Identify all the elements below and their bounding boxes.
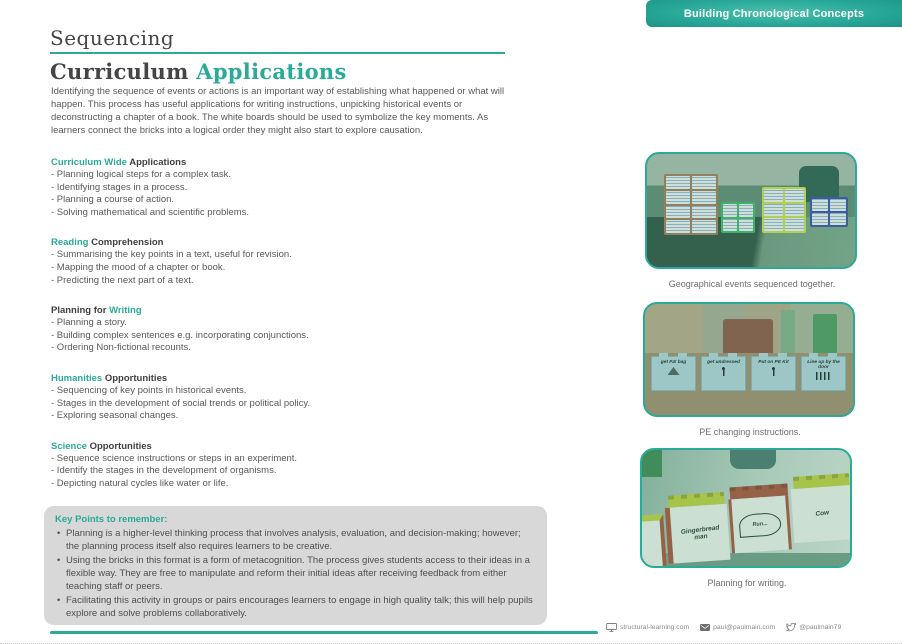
list-item: - Mapping the mood of a chapter or book. <box>51 261 226 273</box>
figure-caption: PE changing instructions. <box>699 427 801 437</box>
list-item: - Stages in the development of social trends or political policy. <box>51 397 311 409</box>
section-writing <box>51 304 521 355</box>
figure-pe-instructions <box>643 302 857 437</box>
brown-brick-shape <box>723 319 773 353</box>
whiteboard-brick <box>791 485 852 543</box>
brick-stack-brown <box>664 174 718 235</box>
brick-stack-blue <box>810 197 848 227</box>
brick-stack-yellow <box>762 187 806 233</box>
key-point: • Facilitating this activity in groups or pairs encourages learners to engage in high quality talk; this will help pupils explore and solve problems collaboratively. <box>55 594 533 620</box>
whiteboard-brick <box>701 356 746 391</box>
page-subtitle <box>50 59 347 84</box>
list-item: - Building complex sentences e.g. incorporating conjunctions. <box>51 329 309 341</box>
footer-website[interactable] <box>606 623 689 632</box>
key-point: • Planning is a higher-level thinking process that involves analysis, evaluation, and decision-making; however; the planning process itself also requires learners to be creative. <box>55 527 533 553</box>
green-brick-shape <box>813 314 837 353</box>
section-heading-dark: Opportunities <box>89 440 152 452</box>
whiteboard-brick <box>801 356 846 391</box>
footer-website-label: structural-learning.com <box>620 624 690 631</box>
figure-caption: Planning for writing. <box>707 578 787 588</box>
figure-geographical-events <box>645 152 859 289</box>
list-item: - Exploring seasonal changes. <box>51 410 179 422</box>
section-reading <box>51 236 521 287</box>
title-rule <box>50 52 505 54</box>
subtitle-dark: Curriculum <box>50 59 197 84</box>
green-strip-shape <box>781 310 795 353</box>
photo-pe-instructions <box>643 302 855 417</box>
photo-geographical-events <box>645 152 857 269</box>
photo-planning-writing <box>640 448 852 568</box>
key-point: • Using the bricks in this format is a form of metacognition. The process gives students access to their ideas in a flexible way. They are free to manipulate and reform their initial ideas after receiving feedback from either teaching staff or peers. <box>55 554 533 593</box>
section-curriculum-wide <box>51 156 521 219</box>
twitter-icon <box>786 623 796 632</box>
footer-email[interactable] <box>700 624 775 631</box>
monitor-icon <box>606 623 617 632</box>
list-item: - Planning logical steps for a complex task. <box>51 169 232 180</box>
brick-row <box>640 470 852 568</box>
list-item: - Identify the stages in the development of organisms. <box>51 465 277 477</box>
section-science <box>51 440 521 491</box>
whiteboard-brick <box>728 495 792 553</box>
brick-label: Put on PE Kit <box>758 360 789 365</box>
bag-doodle <box>668 367 680 375</box>
section-heading-dark: Planning for <box>51 305 110 317</box>
queue-doodle <box>816 372 831 380</box>
brick-label: Cow <box>815 509 830 518</box>
intro-paragraph: Identifying the sequence of events or actions is an important way of establishing what happened or what will happen. This process has useful applications for writing instructions, unpicking historical events or deconstructing a chapter of a book. The white boards should be used to symbolize the key moments. As learners connect the bricks into a logical order they might also start to explore causation. <box>51 86 505 136</box>
curriculum-sections <box>51 156 521 508</box>
section-heading-dark: Comprehension <box>91 237 164 249</box>
section-heading <box>51 440 521 453</box>
section-heading <box>51 372 521 385</box>
list-item: - Predicting the next part of a text. <box>51 274 194 286</box>
footer-email-label: paul@paulmain.com <box>713 624 776 631</box>
footer-accent-bar <box>50 631 598 634</box>
brick-label: Gingerbread man <box>680 523 720 541</box>
section-heading-accent: Reading <box>51 237 92 249</box>
whiteboard-brick <box>651 356 696 391</box>
brick-stack-green <box>721 202 755 233</box>
list-item: - Solving mathematical and scientific problems. <box>51 206 250 218</box>
figure-planning-writing <box>640 448 854 588</box>
footer-twitter-label: @paulmain79 <box>799 624 842 631</box>
list-item: - Depicting natural cycles like water or life. <box>51 477 229 489</box>
section-humanities <box>51 372 521 423</box>
whiteboard-brick <box>751 356 796 391</box>
list-item: - Ordering Non-fictional recounts. <box>51 342 191 354</box>
brick-label: get P.E bag <box>660 360 687 365</box>
figure-doodle <box>721 367 726 376</box>
figure-caption: Geographical events sequenced together. <box>668 279 836 289</box>
chapter-banner-label: Building Chronological Concepts <box>683 7 865 20</box>
section-heading-accent: Humanities <box>51 372 105 384</box>
section-heading-dark: Applications <box>129 157 187 168</box>
list-item: - Identifying stages in a process. <box>51 181 188 193</box>
list-item: - Summarising the key points in a text, useful for revision. <box>51 249 292 261</box>
section-heading <box>51 236 521 249</box>
background-object <box>730 450 776 469</box>
list-item: - Sequence science instructions or steps in an experiment. <box>51 452 298 464</box>
footer-contact-row <box>606 623 841 632</box>
section-heading <box>51 304 521 317</box>
page-title: Sequencing <box>50 26 175 50</box>
section-heading-accent: Science <box>51 440 90 452</box>
brick-label: get undressed <box>707 360 740 365</box>
section-heading-accent: Writing <box>109 305 142 317</box>
key-points-heading: Key Points to remember: <box>55 514 168 525</box>
green-brick-shape <box>642 450 662 477</box>
whiteboard-brick-partial <box>640 514 667 568</box>
brick-label: Line up by the door <box>807 360 840 370</box>
figure-doodle <box>771 367 776 376</box>
key-points-box <box>44 506 547 625</box>
list-item: - Planning a story. <box>51 317 127 329</box>
section-heading <box>51 156 521 169</box>
list-item: - Planning a course of action. <box>51 194 175 206</box>
speech-bubble <box>738 512 782 538</box>
section-heading-accent: Curriculum Wide <box>51 157 130 168</box>
envelope-icon <box>700 624 710 631</box>
chapter-banner <box>646 0 902 27</box>
brick-label: Run... <box>752 520 768 528</box>
list-item: - Sequencing of key points in historical events. <box>51 384 247 396</box>
whiteboard-brick <box>665 504 731 564</box>
section-heading-dark: Opportunities <box>104 372 168 384</box>
subtitle-accent: Applications <box>196 59 347 84</box>
footer-twitter[interactable] <box>786 623 841 632</box>
